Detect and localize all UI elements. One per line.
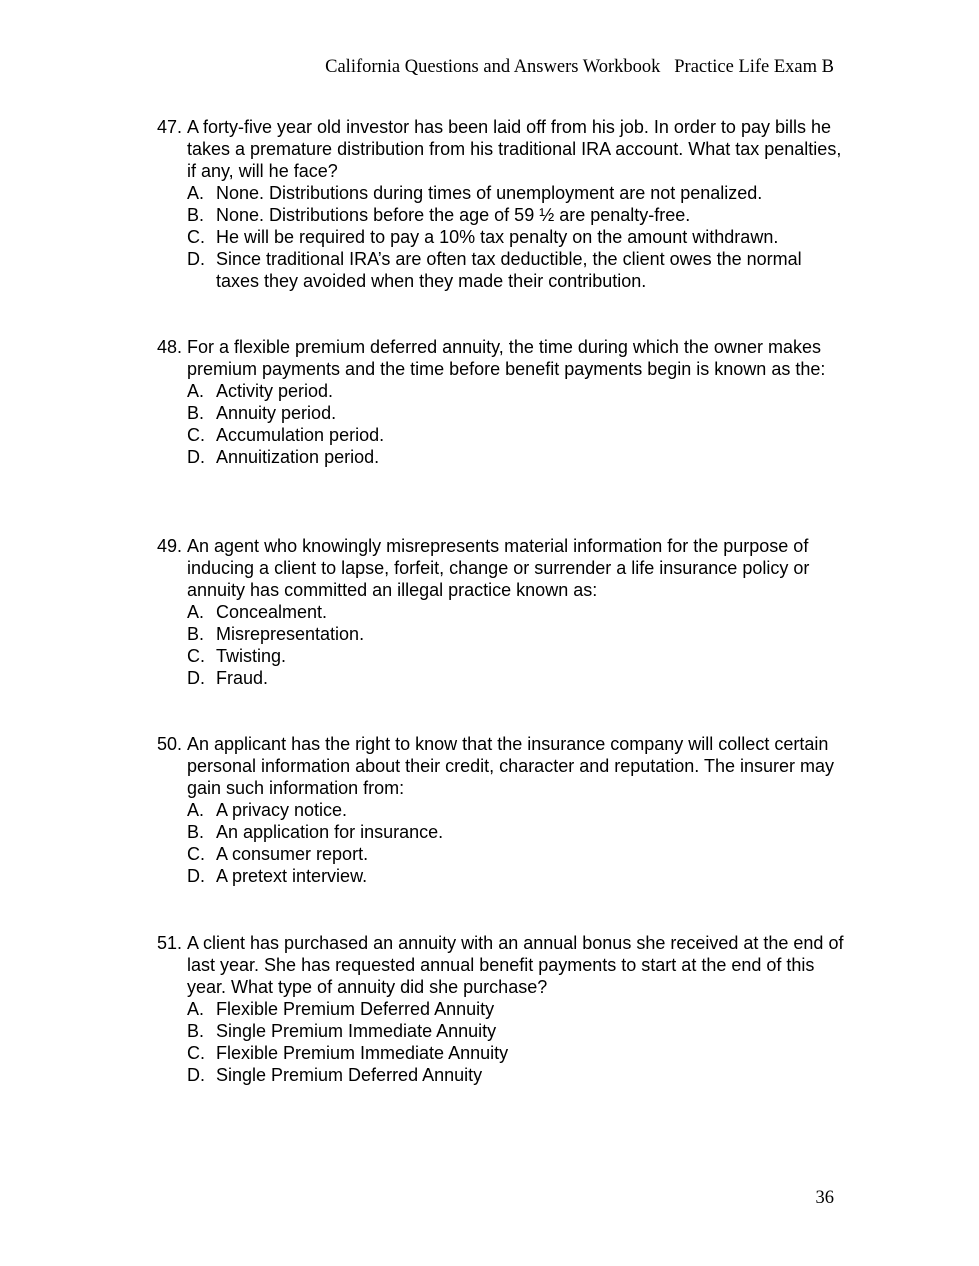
question-text: An applicant has the right to know that the insurance company will collect certain personal information about their credit, character and reputation. The insurer may gain such information from: — [187, 734, 835, 798]
option-letter: A. — [187, 183, 205, 203]
question-text: For a flexible premium deferred annuity, the time during which the owner makes premium payments and the time before benefit payments begin is known as the: — [187, 337, 826, 379]
option-letter: C. — [187, 646, 205, 666]
option-letter: D. — [187, 1065, 205, 1085]
option-letter: B. — [187, 822, 205, 842]
answer-option — [157, 402, 847, 424]
option-text: Single Premium Deferred Annuity — [216, 1065, 483, 1085]
question-text: A forty-five year old investor has been laid off from his job. In order to pay bills he takes a premature distribution from his traditional IRA account. What tax penalties, if any, will he face? — [187, 117, 842, 181]
option-text: Activity period. — [216, 381, 334, 401]
question-stem — [157, 733, 847, 799]
question-text: An agent who knowingly misrepresents material information for the purpose of inducing a client to lapse, forfeit, change or surrender a life insurance policy or annuity has committed an illegal practice known as: — [187, 536, 810, 600]
option-text: None. Distributions during times of unemployment are not penalized. — [216, 183, 763, 203]
option-letter: A. — [187, 999, 205, 1019]
answer-option — [157, 1042, 847, 1064]
question-50 — [157, 733, 847, 887]
option-letter: C. — [187, 844, 205, 864]
option-letter: D. — [187, 668, 205, 688]
option-text: Flexible Premium Immediate Annuity — [216, 1043, 509, 1063]
option-text: Single Premium Immediate Annuity — [216, 1021, 497, 1041]
question-48 — [157, 336, 847, 468]
answer-option — [157, 821, 847, 843]
question-stem — [157, 116, 847, 182]
answer-option — [157, 799, 847, 821]
question-47 — [157, 116, 847, 292]
answer-option — [157, 601, 847, 623]
question-number: 50. — [157, 734, 183, 754]
question-stem — [157, 535, 847, 601]
question-51 — [157, 932, 847, 1086]
option-letter: C. — [187, 227, 205, 247]
option-text: Concealment. — [216, 602, 328, 622]
page-number: 36 — [815, 1188, 834, 1208]
answer-options — [157, 601, 847, 689]
answer-option — [157, 865, 847, 887]
option-letter: A. — [187, 381, 205, 401]
option-text: Flexible Premium Deferred Annuity — [216, 999, 495, 1019]
option-letter: D. — [187, 249, 205, 269]
option-letter: B. — [187, 1021, 205, 1041]
question-number: 51. — [157, 933, 183, 953]
option-text: A pretext interview. — [216, 866, 368, 886]
answer-option — [157, 1064, 847, 1086]
answer-option — [157, 998, 847, 1020]
option-text: Fraud. — [216, 668, 269, 688]
answer-option — [157, 667, 847, 689]
answer-options — [157, 380, 847, 468]
answer-option — [157, 182, 847, 204]
question-number: 49. — [157, 536, 183, 556]
question-49 — [157, 535, 847, 689]
answer-option — [157, 623, 847, 645]
question-text: A client has purchased an annuity with an annual bonus she received at the end of last year. She has requested annual benefit payments to start at the end of this year. What type of annuity did she purchase? — [187, 933, 844, 997]
answer-option — [157, 226, 847, 248]
option-text: A privacy notice. — [216, 800, 348, 820]
answer-option — [157, 424, 847, 446]
answer-option — [157, 248, 847, 292]
option-text: Accumulation period. — [216, 425, 385, 445]
option-text: Annuity period. — [216, 403, 337, 423]
option-text: Since traditional IRA’s are often tax deductible, the client owes the normal taxes they avoided when they made their contribution. — [216, 249, 802, 291]
answer-option — [157, 1020, 847, 1042]
option-letter: D. — [187, 866, 205, 886]
page-header: California Questions and Answers Workbook Practice Life Exam B — [325, 57, 834, 77]
question-stem — [157, 336, 847, 380]
answer-options — [157, 998, 847, 1086]
option-text: Misrepresentation. — [216, 624, 365, 644]
option-letter: A. — [187, 602, 205, 622]
option-text: An application for insurance. — [216, 822, 444, 842]
option-letter: B. — [187, 624, 205, 644]
option-text: Twisting. — [216, 646, 287, 666]
option-text: A consumer report. — [216, 844, 369, 864]
option-letter: B. — [187, 403, 205, 423]
question-number: 48. — [157, 337, 183, 357]
option-letter: C. — [187, 425, 205, 445]
option-text: Annuitization period. — [216, 447, 380, 467]
answer-option — [157, 645, 847, 667]
option-text: None. Distributions before the age of 59 ½ are penalty-free. — [216, 205, 691, 225]
question-number: 47. — [157, 117, 183, 137]
answer-options — [157, 182, 847, 292]
option-letter: C. — [187, 1043, 205, 1063]
option-text: He will be required to pay a 10% tax penalty on the amount withdrawn. — [216, 227, 779, 247]
option-letter: B. — [187, 205, 205, 225]
answer-option — [157, 446, 847, 468]
answer-options — [157, 799, 847, 887]
answer-option — [157, 380, 847, 402]
option-letter: D. — [187, 447, 205, 467]
answer-option — [157, 204, 847, 226]
answer-option — [157, 843, 847, 865]
question-stem — [157, 932, 847, 998]
option-letter: A. — [187, 800, 205, 820]
